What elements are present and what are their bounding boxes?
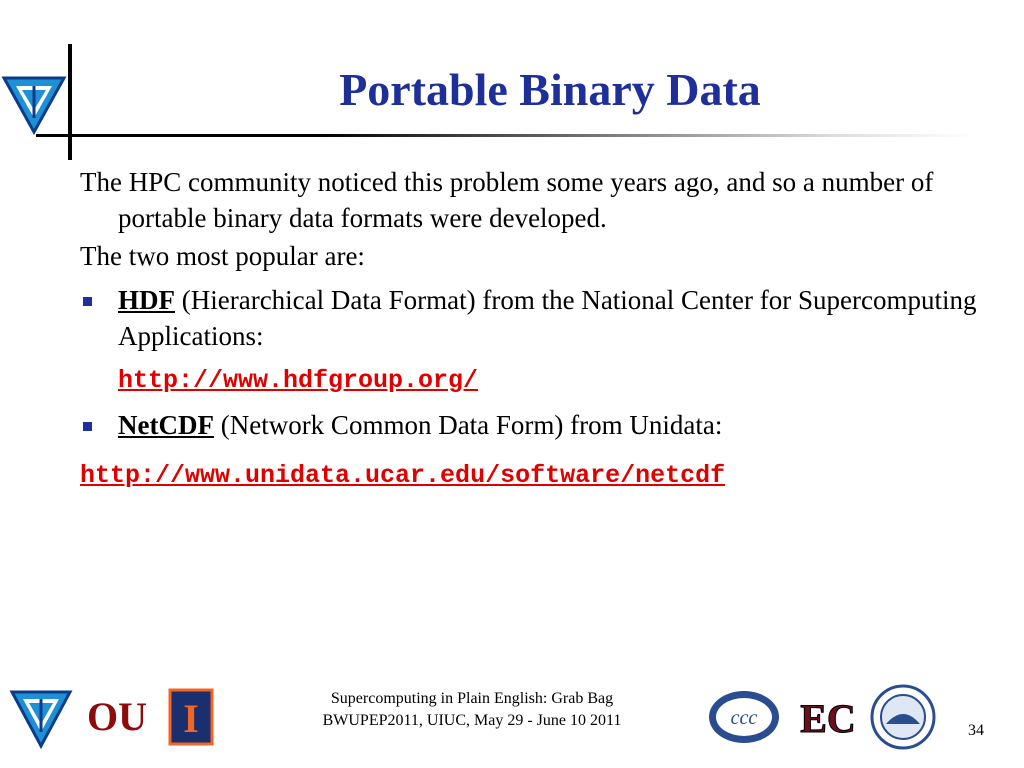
bullet-square-icon (83, 297, 92, 306)
bullet-description: (Network Common Data Form) from Unidata: (213, 410, 723, 440)
footer-line-1: Supercomputing in Plain English: Grab Bag (330, 690, 614, 707)
ccc-logo-text: ccc (730, 707, 758, 729)
body-paragraph-2: The two most popular are: (80, 241, 365, 271)
illinois-logo (168, 684, 214, 750)
bullet-hdf (80, 282, 980, 354)
slide-body (80, 164, 980, 494)
footer-text (272, 688, 672, 732)
bullet-netcdf (80, 407, 980, 443)
url-line-hdf (80, 360, 980, 399)
ou-logo-text: OU (87, 694, 147, 739)
oscer-logo (2, 72, 66, 136)
ou-logo (87, 684, 147, 750)
university-seal (868, 684, 938, 750)
body-paragraph: The HPC community noticed this problem some years ago, and so a number of portable binary data formats were developed. (80, 167, 934, 233)
bullet-description: (Hierarchical Data Format) from the National Center for Supercomputing Applications: (118, 285, 977, 351)
ec-logo (800, 684, 856, 750)
footer-line-2: BWUPEP2011, UIUC, May 29 - June 10 2011 (322, 712, 622, 729)
title-horizontal-rule (36, 134, 976, 137)
hdf-link[interactable]: http://www.hdfgroup.org/ (118, 366, 479, 395)
netcdf-link[interactable]: http://www.unidata.ucar.edu/software/netcdf (80, 461, 726, 490)
bullet-square-icon (83, 422, 92, 431)
ccc-logo (706, 684, 782, 750)
bullet-term: HDF (118, 285, 175, 315)
illinois-logo-text: I (183, 696, 199, 741)
page-number: 34 (968, 722, 984, 739)
url-line-netcdf (80, 455, 980, 494)
title-vertical-rule (68, 44, 72, 160)
bullet-term: NetCDF (118, 410, 214, 440)
slide-title: Portable Binary Data (339, 64, 761, 115)
oscer-footer-logo (10, 684, 72, 750)
ec-logo-text: EC (800, 696, 856, 741)
